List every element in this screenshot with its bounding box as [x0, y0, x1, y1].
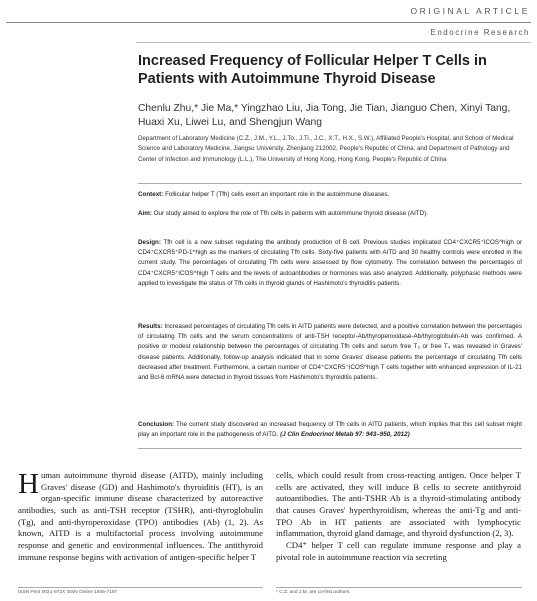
abstract-aim [138, 209, 522, 219]
abstract-conclusion-text: The current study discovered an increased frequency of Tfh cells in AITD patients, which implies that this cell subset might play an important role in the pathogenesis of AITD. [138, 421, 523, 439]
abstract-design-label: Design: [138, 239, 161, 246]
body-col2-text: cells, which could result from cross-reacting antigen. Once helper T cells are activated, they will induce B cells to secrete antithyroid autoantibodies. The anti-TSHR Ab is a thyroid-stimulating antibody that causes Graves' hyperthyroidism, whereas the anti-Tg and anti-TPO Ab in HT patients are associated with lymphocytic inflammation, thyroid gland damage, and thyroid dysfunction (2, 3). [276, 470, 521, 539]
footer-rule-right [276, 587, 522, 588]
abstract-results-text: Increased percentages of circulating Tfh cells in AITD patients were detected, and a positive correlation between the percentages of circulating Tfh cells and the serum concentrations of anti-TSH receptor-Ab/thyroperoxidase-Ab/thyroglobulin-Ab was confirmed. A positive or modest relationship between the percentages of circulating Tfh cells and serum free T₃ or free T₄ was revealed in Graves' disease patients. Additionally, follow-up analysis indicated that in some Graves' disease patients the percentage of circulating Tfh cells decreased after treatment. Furthermore, a certain number of CD4⁺CXCR5⁺ICOS^high T cells together with enhanced expression of IL-21 and Bcl-6 mRNA were detected in thyroid tissues from Hashimoto's thyroiditis patients. [138, 323, 522, 382]
abstract-bottom-rule [138, 448, 522, 449]
abstract-conclusion [138, 420, 522, 440]
author-list: Chenlu Zhu,* Jie Ma,* Yingzhao Liu, Jia Tong, Jie Tian, Jianguo Chen, Xinyi Tang, Huaxi Xu, Liwei Lu, and Shengjun Wang [138, 103, 511, 128]
abstract-context [138, 190, 522, 200]
abstract-context-text: Follicular helper T (Tfh) cells exert an important role in the autoimmune diseases. [165, 191, 390, 198]
drop-cap: H [18, 468, 39, 500]
issn-footer: ISSN Print 0021-972X ISSN Online 1945-7197 [18, 590, 118, 595]
cofirst-footnote: * C.Z. and J.M. are co-first authors. [276, 590, 351, 595]
body-column-right [276, 470, 521, 563]
section-label: Endocrine Research [430, 28, 530, 37]
article-title: Increased Frequency of Follicular Helper T Cells in Patients with Autoimmune Thyroid Disease [138, 53, 487, 87]
body-col2b-text: CD4⁺ helper T cell can regulate immune response and play a pivotal role in autoimmune reaction via secreting [276, 539, 521, 562]
header-rule [6, 22, 531, 23]
body-column-left [18, 470, 263, 563]
abstract-design [138, 238, 522, 289]
abstract-conclusion-label: Conclusion: [138, 421, 175, 428]
article-type-label: ORIGINAL ARTICLE [410, 6, 530, 16]
footer-rule-left [18, 587, 263, 588]
abstract-context-label: Context: [138, 191, 164, 198]
section-rule [136, 42, 531, 43]
abstract-citation: (J Clin Endocrinol Metab 97: 943–950, 2012) [280, 431, 410, 439]
abstract-results [138, 322, 522, 383]
abstract-results-label: Results: [138, 323, 163, 330]
affiliations: Department of Laboratory Medicine (C.Z., J.M., Y.L., J.To., J.Ti., J.C., X.T., H.X., S.W.), Affiliated People's Hospital, and School of Medical Science and Laboratory Medicine, Jiangsu University, Zhenjiang 212002, People's Republic of China; and Department of Pathology and Center of Infection and Immunology (L.L.), The University of Hong Kong, Hong Kong, People's Republic of China [138, 135, 514, 163]
body-col1-text: uman autoimmune thyroid disease (AITD), mainly including Graves' disease (GD) and Hashimoto's thyroiditis (HT), is an organ-specific immune disease characterized by autoreactive antibodies, such as anti-TSH receptor (TSHR), anti-thyroglobulin (Tg), and anti-thyroperoxidase (TPO) antibodies (Ab) (1, 2). As known, AITD is a multifactorial process involving autoimmune response and genetic and environmental influences. The antithyroid immune response begins with activation of antigen-specific helper T [18, 470, 263, 562]
abstract-aim-label: Aim: [138, 210, 152, 217]
abstract-design-text: Tfh cell is a new subset regulating the antibody production of B cell. Previous studies implicated CD4⁺CXCR5⁺ICOS^high or CD4⁺CXCR5⁺PD-1^high as the markers of circulating Tfh cells. Sixty-five patients with AITD and 30 healthy controls were enrolled in the current study. The percentages of circulating Tfh cells were assessed by flow cytometry. The correlation between the percentages of CD4⁺CXCR5⁺ICOS^high T cells and the levels of autoantibodies or hormones was also analyzed. Additionally, polyphasic methods were applied to investigate the status of Tfh cells in thyroid glands of Hashimoto's thyroiditis patients. [138, 239, 523, 287]
abstract-aim-text: Our study aimed to explore the role of Tfh cells in patients with autoimmune thyroid disease (AITD). [153, 210, 428, 217]
abstract-top-rule [138, 183, 522, 184]
